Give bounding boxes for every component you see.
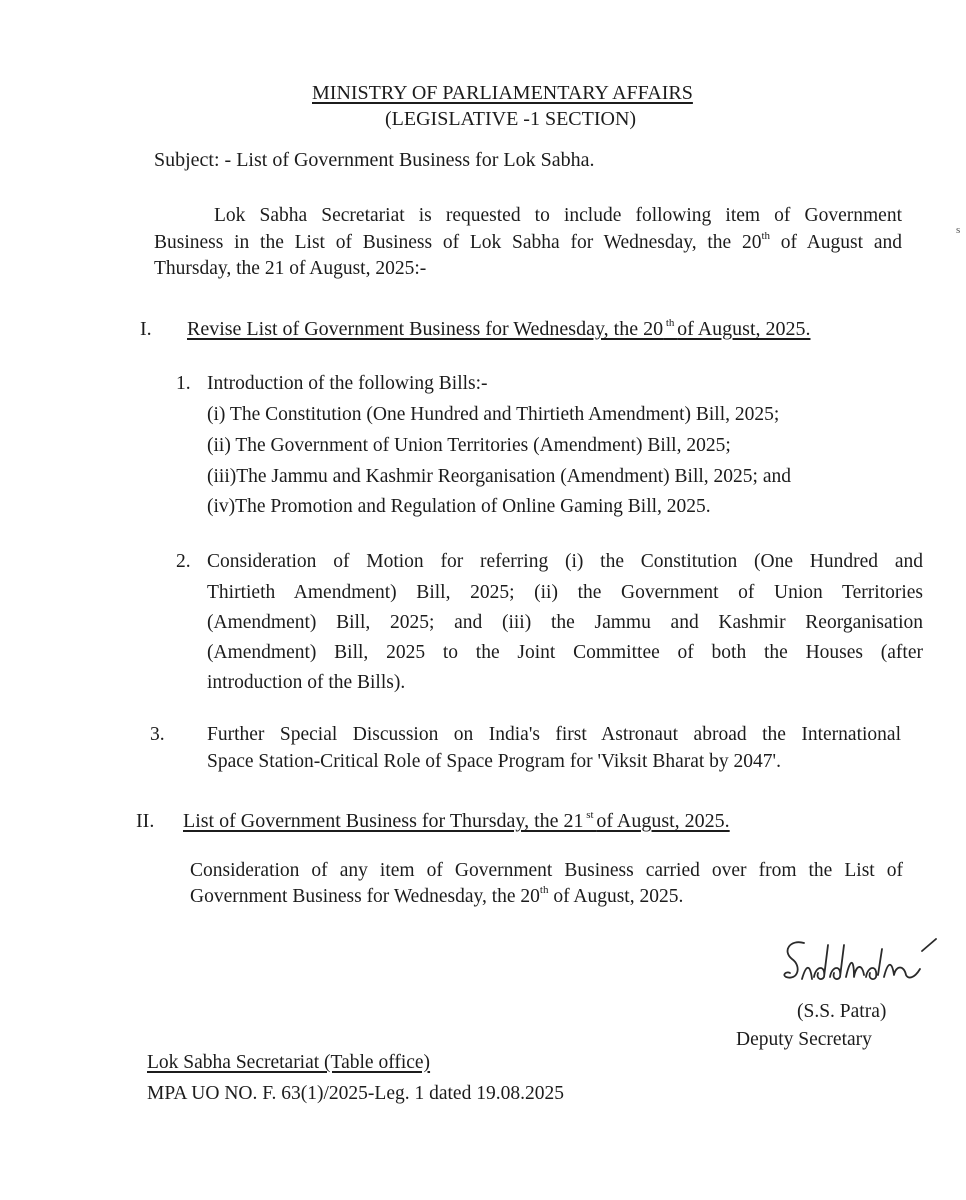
edge-mark: s bbox=[956, 224, 961, 236]
bill-item: (iv)The Promotion and Regulation of Online Gaming Bill, 2025. bbox=[207, 496, 711, 517]
item-3-number: 3. bbox=[150, 724, 165, 745]
bill-item: (ii) The Government of Union Territories (Amendment) Bill, 2025; bbox=[207, 435, 731, 456]
item-2-number: 2. bbox=[176, 551, 191, 572]
item-2-line: Consideration of Motion for referring (i) the Constitution (One Hundred and bbox=[207, 551, 923, 572]
signatory-designation: Deputy Secretary bbox=[736, 1029, 872, 1050]
item-2-line: (Amendment) Bill, 2025 to the Joint Committee of both the Houses (after bbox=[207, 642, 923, 663]
item-2-line: introduction of the Bills). bbox=[207, 672, 406, 693]
reference-number: MPA UO NO. F. 63(1)/2025-Leg. 1 dated 19.08.2025 bbox=[147, 1083, 564, 1104]
intro-line-3: Thursday, the 21 of August, 2025:- bbox=[154, 258, 427, 279]
item-1-title: Introduction of the following Bills:- bbox=[207, 373, 488, 394]
section-2-numeral: II. bbox=[136, 810, 155, 832]
bill-item: (i) The Constitution (One Hundred and Thirtieth Amendment) Bill, 2025; bbox=[207, 404, 780, 425]
item-3-line: Further Special Discussion on India's first Astronaut abroad the International bbox=[207, 724, 901, 745]
signature-mark bbox=[780, 935, 940, 993]
intro-line-2: Business in the List of Business of Lok Sabha for Wednesday, the 20th of August and bbox=[154, 230, 902, 253]
section-title: (LEGISLATIVE -1 SECTION) bbox=[385, 108, 637, 130]
intro-line-1: Lok Sabha Secretariat is requested to include following item of Government bbox=[214, 205, 902, 226]
section-1-numeral: I. bbox=[140, 318, 152, 340]
subject-line: Subject: - List of Government Business for Lok Sabha. bbox=[154, 149, 595, 171]
item-1-number: 1. bbox=[176, 373, 191, 394]
section-2-line-1: Consideration of any item of Government Business carried over from the List of bbox=[190, 860, 903, 881]
item-2-line: (Amendment) Bill, 2025; and (iii) the Jammu and Kashmir Reorganisation bbox=[207, 612, 923, 633]
bill-item: (iii)The Jammu and Kashmir Reorganisation (Amendment) Bill, 2025; and bbox=[207, 466, 791, 487]
item-3-line: Space Station-Critical Role of Space Program for 'Viksit Bharat by 2047'. bbox=[207, 751, 781, 772]
signatory-name: (S.S. Patra) bbox=[797, 1001, 887, 1022]
section-2-heading: List of Government Business for Thursday, the 21 $^{st}$ of August, 2025. bbox=[183, 809, 730, 832]
section-2-line-2: Government Business for Wednesday, the 20th of August, 2025. bbox=[190, 884, 684, 907]
section-1-heading: Revise List of Government Business for Wednesday, the 20 $^{th}$ of August, 2025. bbox=[187, 317, 811, 340]
ministry-title: MINISTRY OF PARLIAMENTARY AFFAIRS bbox=[312, 82, 693, 104]
item-2-line: Thirtieth Amendment) Bill, 2025; (ii) the Government of Union Territories bbox=[207, 582, 923, 603]
addressee: Lok Sabha Secretariat (Table office) bbox=[147, 1052, 431, 1073]
